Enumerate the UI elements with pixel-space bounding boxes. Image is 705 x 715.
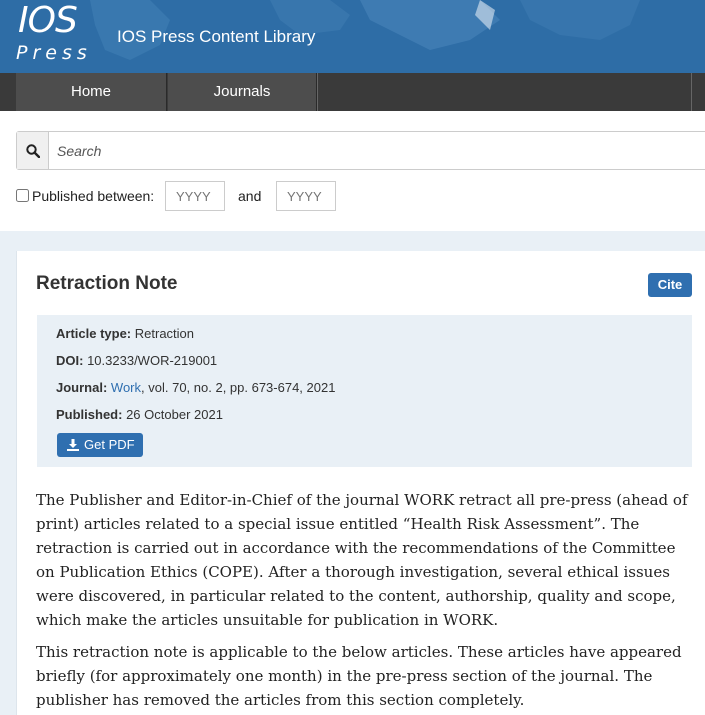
- article-paragraph: This retraction note is applicable to the below articles. These articles have appeared briefly (for approximately one month) in the pre-press section of the journal. The publisher has removed the articles from this section completely.: [36, 643, 682, 709]
- nav-home[interactable]: Home: [16, 73, 167, 111]
- search-button[interactable]: [17, 132, 49, 169]
- logo-press-text: Press: [16, 42, 92, 64]
- logo-ios-text: IOS: [18, 0, 77, 41]
- download-icon: [67, 439, 79, 451]
- site-title[interactable]: IOS Press Content Library: [117, 27, 316, 46]
- published-between-label: Published between:: [32, 188, 155, 204]
- journal-label: Journal:: [56, 380, 108, 395]
- get-pdf-label: Get PDF: [84, 437, 135, 452]
- article-card: [16, 251, 705, 715]
- world-map-background: [0, 0, 705, 73]
- year-from-input[interactable]: [165, 181, 225, 211]
- published-between-checkbox[interactable]: [16, 189, 29, 202]
- main-nav: [0, 73, 705, 111]
- search-icon: [26, 144, 40, 158]
- nav-journals[interactable]: Journals: [168, 73, 317, 111]
- article-paragraph: The Publisher and Editor-in-Chief of the journal WORK retract all pre-press (ahead of print) articles related to a special issue entitled “Health Risk Assessment”. The retraction is carried out in accordance with the recommendations of the Committee on Publication Ethics (COPE). After a thorough investigation, several ethical issues were discovered, in particular related to the content, authorship, quality and scope, which make the articles unsuitable for publication in WORK.: [36, 491, 688, 629]
- doi-label: DOI:: [56, 353, 84, 368]
- published-label: Published:: [56, 407, 123, 422]
- journal-row: [56, 380, 335, 395]
- year-to-input[interactable]: [276, 181, 336, 211]
- doi-value: 10.3233/WOR-219001: [87, 353, 218, 368]
- search-input[interactable]: [57, 132, 697, 169]
- journal-link[interactable]: Work: [110, 380, 142, 395]
- doi-row: [56, 353, 217, 368]
- header-banner: [0, 0, 705, 73]
- article-type-row: [56, 326, 194, 341]
- article-metadata: [37, 315, 692, 467]
- journal-details: , vol. 70, no. 2, pp. 673-674, 2021: [141, 380, 336, 395]
- published-row: [56, 407, 223, 422]
- search-bar: [16, 131, 705, 170]
- cite-button[interactable]: Cite: [648, 273, 692, 297]
- nav-divider: [317, 73, 318, 111]
- and-label: and: [238, 188, 262, 204]
- published-value: 26 October 2021: [126, 407, 223, 422]
- page-title: Retraction Note: [36, 273, 178, 294]
- article-type-value: Retraction: [134, 326, 195, 341]
- ios-press-logo[interactable]: [14, 0, 96, 70]
- article-type-label: Article type:: [56, 326, 132, 341]
- nav-divider: [691, 73, 692, 111]
- get-pdf-button[interactable]: [57, 433, 143, 457]
